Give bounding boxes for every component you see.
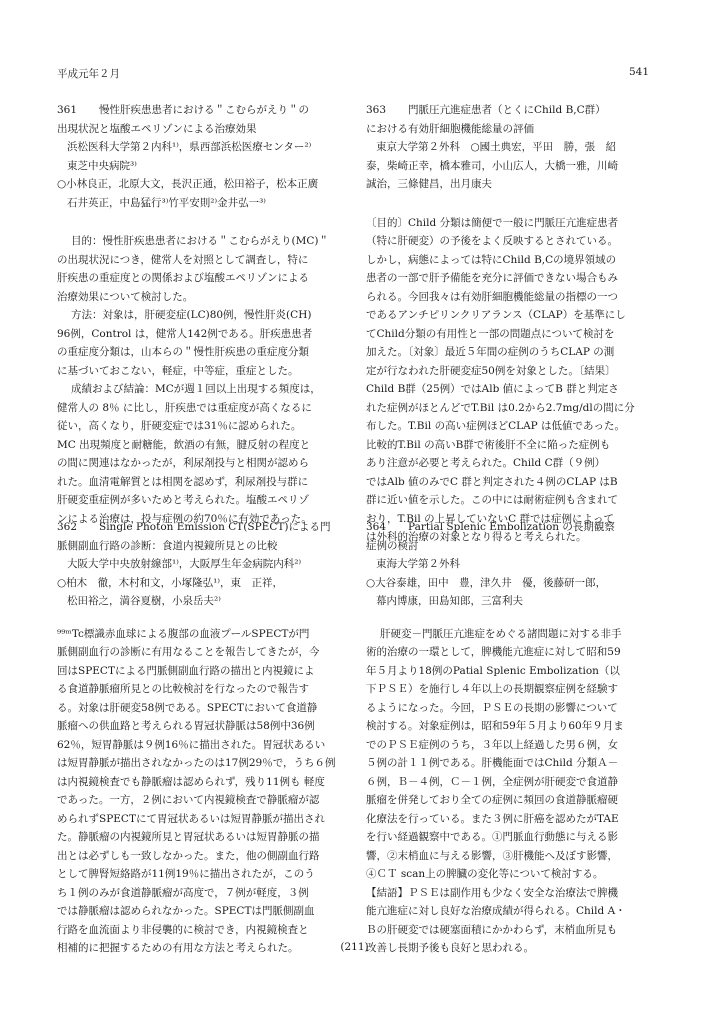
abstract-body-line: でのＰＳＥ症例のうち，３年以上経過した男６例，女 — [366, 738, 618, 751]
abstract-author-line: 誠治，三條健昌，出月康夫 — [366, 178, 492, 190]
abstract-author-line: 東芝中央病院³⁾ — [67, 159, 137, 172]
abstract-body-line: であった。一方，２例において内視鏡検査で静脈瘤が認 — [57, 794, 320, 806]
abstract-363 — [366, 101, 635, 547]
abstract-title-line — [57, 518, 336, 537]
abstract-362 — [57, 518, 336, 958]
abstract-number: 363 — [366, 104, 387, 116]
abstract-body-line: 下ＰＳＥ）を施行し４年以上の長期観察症例を経験す — [366, 683, 618, 695]
abstract-body-line: の重症度分類は，山本らの＂慢性肝疾患の重症度分類 — [57, 346, 309, 358]
abstract-number: 361 — [57, 104, 78, 116]
abstract-body-line: では静脈瘤は認められなかった。SPECTは門脈側副血 — [57, 905, 315, 917]
abstract-body-line: 出とは必ずしも一致しなかった。また，他の側副血行路 — [57, 849, 320, 862]
abstract-body-line: 響，②末梢血に与える影響，③肝機能へ及ぼす影響， — [366, 849, 618, 862]
abstract-body-line: 【結語】ＰＳＥは副作用も少なく安全な治療法で脾機 — [366, 886, 618, 899]
abstract-body-line: 年５月より18例のPatial Splenic Embolization（以 — [366, 664, 620, 677]
abstract-author-line: 石井英正，中島猛行³⁾竹平安則²⁾金井弘一³⁾ — [67, 196, 266, 209]
abstract-body-line: ではAlb 値のみでC 群と判定された４例のCLAP はB — [366, 475, 618, 488]
abstract-author-line: 泰，柴崎正幸，橋本雅司，小山広人，大橋一雅，川崎 — [366, 159, 618, 172]
abstract-body-line: 脈側副血行の診断に有用なることを報告してきたが，今 — [57, 646, 320, 658]
abstract-body-line: を行い経過観察中である。①門脈血行動態に与える影 — [366, 831, 618, 843]
abstract-title-line: 出現状況と塩酸エペリゾンによる治療効果 — [57, 122, 257, 135]
abstract-364 — [366, 518, 626, 958]
abstract-body-line: 62％，短胃静脈は９例16％に描出された。胃冠状あるい — [57, 738, 326, 751]
abstract-author-line: ○柏木 徹，木村和文，小塚隆弘¹⁾，東 正祥， — [57, 576, 283, 589]
abstract-body-line: ５例の計１１例である。肝機能面ではChild 分類Ａ－ — [366, 757, 619, 769]
abstract-body-line: た。静脈瘤の内視鏡所見と胃冠状あるいは短胃静脈の描 — [57, 831, 320, 843]
abstract-body-line: れた。血清電解質とは相関を認めず，利尿剤投与群に — [57, 475, 309, 488]
abstract-author-line: 幕内博康，田島知郎，三富利夫 — [376, 595, 523, 607]
abstract-author-line: 東京大学第２外科 ○國土典宏，平田 勝，張 紹 — [376, 141, 617, 153]
abstract-body-line: ④ＣＴ scan上の脾臓の変化等について検討する。 — [366, 868, 604, 880]
abstract-title-text: 門脈圧亢進症患者（とくにChild B,C群） — [408, 104, 606, 116]
abstract-body-line: 比較的T.Bil の高いB群で術後肝不全に陥った症例も — [366, 438, 611, 451]
abstract-body-line: 化療法を行っている。また３例に肝癌を認めたがTAE — [366, 812, 619, 825]
abstract-title-line: 脈側副血行路の診断：食道内視鏡所見との比較 — [57, 539, 278, 552]
abstract-title-line — [57, 101, 329, 120]
section-gap — [57, 212, 329, 232]
abstract-body-line: るようになった。今回，ＰＳＥの長期の影響について — [366, 701, 618, 714]
abstract-author-line: 浜松医科大学第２内科¹⁾，県西部浜松医療センター²⁾ — [67, 141, 312, 153]
abstract-body-line: 肝疾患の重症度との関係および塩酸エペリゾンによる — [57, 272, 309, 284]
abstract-body-line: ６例，Ｂ－４例，Ｃ－１例，全症例が肝硬変で食道静 — [366, 775, 618, 788]
abstract-body-line: 方法：対象は，肝硬変症(LC)80例，慢性肝炎(CH) — [71, 309, 312, 321]
abstract-body-line: 相補的に把握するための有用な方法と考えられた。 — [57, 942, 299, 954]
abstract-body-line: MC 出現頻度と耐糖能，飲酒の有無，腱反射の程度と — [57, 438, 311, 451]
abstract-body-line: は内視鏡検査でも静脈瘤は認められず，残り11例も 軽度 — [57, 775, 325, 788]
abstract-body-line: あり注意が必要と考えられた。Child C群（９例） — [366, 457, 606, 469]
section-gap — [366, 194, 635, 214]
abstract-body-line: ⁹⁹ᵐTc標識赤血球による腹部の血液プールSPECTが門 — [57, 627, 310, 640]
abstract-number: 362 — [57, 521, 78, 533]
abstract-body-line: Ｂの肝硬変では硬塞面積にかかわらず，末梢血所見も — [366, 923, 618, 936]
abstract-author-line: ○小林良正，北原大文，長沢正通，松田裕子，松本正廣 — [57, 178, 319, 190]
abstract-body-line: 脈瘤を併発しており全ての症例に頻回の食道静脈瘤硬 — [366, 794, 618, 806]
abstract-body-line: られる。今回我々は有効肝細胞機能総量の指標の一つ — [366, 290, 618, 303]
abstract-body-line: 肝硬変重症例が多いためと考えられた。塩酸エペリゾ — [57, 494, 309, 506]
page-footer-number: (211) — [340, 941, 369, 953]
abstract-title-text: Single Photon Emission CT(SPECT)による門 — [99, 521, 331, 533]
abstract-body-line: 脈瘤への供血路と考えられる胃冠状静脈は58例中36例 — [57, 720, 315, 732]
abstract-body-line: Child B群（25例）ではAlb 値によってB 群と判定さ — [366, 383, 619, 395]
abstract-body-line: てChild分類の有用性と一部の問題点について検討を — [366, 327, 615, 340]
page-number: 541 — [628, 66, 649, 78]
abstract-body-line: として脾腎短絡路が11例19％に描出されたが，このう — [57, 868, 315, 880]
abstract-author-line: 大阪大学中央放射線部¹⁾，大阪厚生年金病院内科²⁾ — [67, 558, 302, 570]
abstract-body-line: 行路を血流面より非侵襲的に検討でき，内視鏡検査と — [57, 923, 309, 936]
abstract-body-line: 肝硬変－門脈圧亢進症をめぐる諸問題に対する非手 — [380, 627, 622, 640]
abstract-title-text: Partial Splenic Embolization の長期観察 — [408, 521, 615, 533]
abstract-number: 364 — [366, 521, 387, 533]
abstract-body-line: の出現状況につき，健常人を対照として調査し，特に — [57, 253, 309, 266]
abstract-author-line: ○大谷泰雄，田中 豊，津久井 優，後藤研一郎， — [366, 576, 607, 589]
abstract-body-line: 改善し長期予後も良好と思われる。 — [366, 942, 534, 954]
abstract-body-line: であるアンチピリンクリアランス（CLAP）を基準にし — [366, 309, 626, 321]
abstract-body-line: おり，T.Bil の上昇していないC 群では症例によって — [366, 512, 614, 525]
abstract-author-line: 松田裕之，満谷夏樹，小泉岳夫²⁾ — [67, 595, 221, 607]
abstract-body-line: 96例，Control は，健常人142例である。肝疾患患者 — [57, 327, 313, 340]
page-header-date: 平成元年２月 — [57, 68, 120, 80]
abstract-body-line: 検討する。対象症例は，昭和59年５月より60年９月ま — [366, 720, 624, 732]
abstract-body-line: は外科的治療の対象となり得ると考えられた。 — [366, 531, 587, 543]
abstract-title-line: 症例の検討 — [366, 539, 419, 552]
abstract-body-line: 〔目的〕Child 分類は簡便で一般に門脈圧亢進症患者 — [366, 216, 619, 229]
section-gap — [366, 611, 626, 625]
abstract-title-text: 慢性肝疾患患者における＂こむらがえり＂の — [99, 104, 309, 116]
abstract-body-line: 術的治療の一環として，脾機能亢進症に対して昭和59 — [366, 646, 621, 658]
abstract-body-line: められずSPECTにて胃冠状あるいは短胃静脈が描出され — [57, 812, 325, 825]
abstract-body-line: れた症例がほとんどでT.Bil は0.2から2.7mg/dlの間に分 — [366, 401, 635, 414]
abstract-title-line: における有効肝細胞機能総量の評価 — [366, 122, 534, 135]
abstract-body-line: 治療効果について検討した。 — [57, 290, 194, 303]
abstract-body-line: 群に近い値を示した。この中には耐術症例も含まれて — [366, 494, 618, 506]
abstract-body-line: 目的：慢性肝疾患患者における＂こむらがえり(MC)＂ — [71, 235, 329, 247]
abstract-body-line: に基づいておこない，軽症，中等症，重症とした。 — [57, 364, 299, 377]
abstract-body-line: ち１例のみが食道静脈瘤が高度で，７例が軽度，３例 — [57, 886, 309, 899]
abstract-body-line: 定が行なわれた肝硬変症50例を対象とした。〔結果〕 — [366, 364, 616, 377]
section-gap — [57, 611, 336, 625]
abstract-body-line: 能亢進症に対し良好な治療成績が得られる。Child A・ — [366, 905, 626, 917]
abstract-body-line: ンによる治療は，投与症例の約70％に有効であった。 — [57, 512, 312, 525]
abstract-body-line: （特に肝硬変）の予後をよく反映するとされている。 — [366, 235, 618, 247]
abstract-body-line: の間に関連はなかったが，利尿剤投与と相関が認めら — [57, 457, 309, 469]
abstract-body-line: る食道静脈瘤所見との比較検討を行なったので報告す — [57, 683, 309, 695]
abstract-body-line: は短胃静脈が描出されなかったのは17例29％で，うち６例 — [57, 757, 336, 769]
abstract-body-line: 加えた。〔対象〕最近５年間の症例のうちCLAP の測 — [366, 346, 615, 358]
abstract-author-line: 東海大学第２外科 — [376, 558, 460, 570]
abstract-361 — [57, 101, 329, 528]
abstract-body-line: 患者の一部で肝予備能を充分に評価できない場合もみ — [366, 272, 618, 284]
abstract-body-line: 健常人の 8％ に比し，肝疾患では重症度が高くなるに — [57, 401, 312, 414]
abstract-body-line: る。対象は肝硬変58例である。SPECTにおいて食道静 — [57, 701, 318, 714]
abstract-body-line: 回はSPECTによる門脈側副血行路の描出と内視鏡によ — [57, 664, 315, 677]
abstract-title-line — [366, 101, 635, 120]
abstract-body-line: 従い，高くなり，肝硬変症では31％に認められた。 — [57, 420, 302, 432]
abstract-body-line: 成績および結論：MCが週１回以上出現する頻度は， — [71, 383, 321, 395]
abstract-title-line — [366, 518, 626, 537]
abstract-body-line: 布した。T.Bil の高い症例ほどCLAP は低値であった。 — [366, 420, 625, 432]
abstract-body-line: しかし，病態によっては特にChild B,Cの境界領域の — [366, 253, 617, 266]
